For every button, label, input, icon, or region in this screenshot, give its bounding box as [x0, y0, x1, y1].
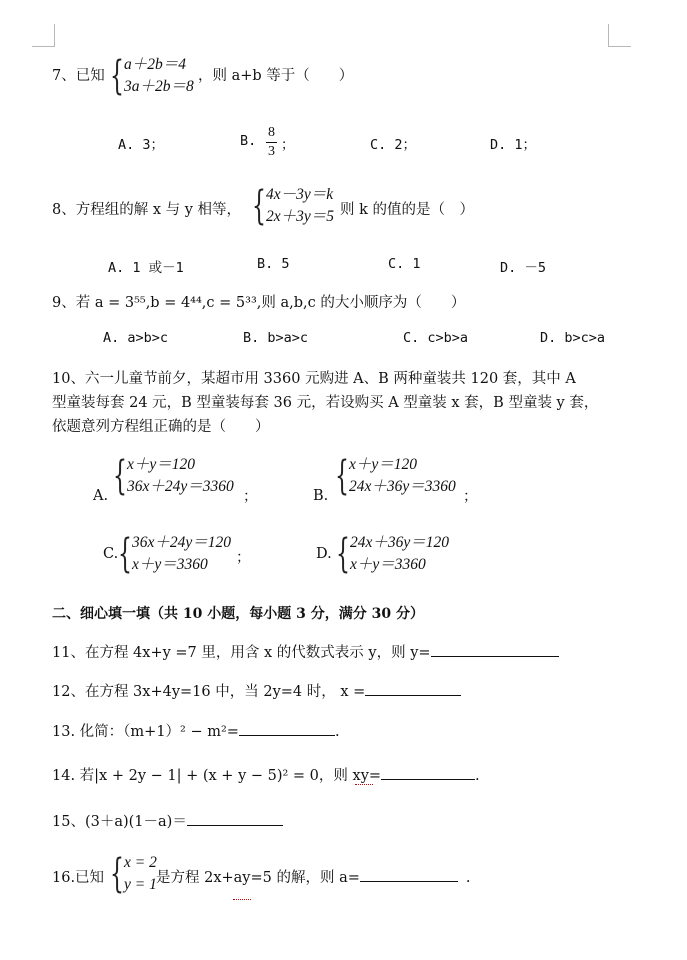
q11-answer-blank[interactable]: [431, 642, 559, 657]
q8-option-b: B. 5: [257, 256, 290, 272]
q16-prefix: 16.已知: [52, 870, 105, 886]
q7-option-d: D. 1；: [490, 137, 537, 153]
q7-eq1: a＋2b＝4: [124, 56, 187, 73]
q9-stem: 9、若 a = 3⁵⁵,b = 4⁴⁴,c = 5³³,则 a,b,c 的大小顺序为（ ）: [52, 295, 466, 311]
brace-icon: {: [118, 531, 132, 577]
q8-prefix: 8、方程组的解 x 与 y 相等，: [52, 202, 242, 218]
q12-text: [52, 680, 461, 701]
brace-icon: {: [113, 453, 127, 499]
q8-option-d: D. －5: [500, 260, 547, 276]
brace-icon: {: [335, 453, 349, 499]
fraction-numerator: 8: [268, 125, 275, 140]
q8-option-c: C. 1: [388, 256, 421, 272]
q16-text: [156, 866, 471, 887]
q11-text: [52, 641, 559, 662]
q8-option-a: A. 1 或－1: [108, 260, 184, 276]
q10-option-b-label: B.: [313, 488, 329, 504]
q9-option-c: C. c>b>a: [403, 330, 469, 346]
q10-option-a-eq2: 36x＋24y＝3360: [127, 478, 234, 495]
q10-option-c-eq2: x＋y＝3360: [132, 556, 208, 573]
section-heading: 二、细心填一填（共 10 小题，每小题 3 分，满分 30 分）: [52, 606, 424, 622]
q10-option-b-eq2: 24x＋36y＝3360: [349, 478, 456, 495]
brace-icon: {: [252, 183, 266, 229]
q10-option-c-label: C.: [103, 546, 119, 562]
q10-option-c-eq1: 36x＋24y＝120: [132, 534, 232, 551]
q7-suffix: ，则 a+b 等于（ ）: [198, 68, 354, 84]
q7-option-b-tail: ；: [281, 137, 295, 153]
q8-eq1: 4x－3y＝k: [266, 186, 334, 203]
q9-option-d: D. b>c>a: [540, 330, 606, 346]
q13-answer-blank[interactable]: [239, 721, 335, 736]
q16-answer-blank[interactable]: [360, 867, 458, 882]
crop-mark-left: [32, 24, 55, 47]
q7-option-b-label: B.: [240, 133, 257, 149]
q9-option-a: A. a>b>c: [103, 330, 169, 346]
q10-line3: 依题意列方程组正确的是（ ）: [52, 419, 270, 435]
q8-eq2: 2x＋3y＝5: [266, 208, 335, 225]
brace-icon: {: [110, 851, 124, 897]
fraction-bar: [266, 142, 277, 143]
q12-answer-blank[interactable]: [365, 681, 461, 696]
q7-prefix: 7、已知: [52, 68, 105, 84]
q7-eq2: 3a＋2b＝8: [124, 78, 194, 95]
q16-tail: .: [465, 870, 471, 886]
q14-stem: 14. 若|x + 2y − 1| + (x + y − 5)² = 0，则 xy=: [52, 768, 382, 784]
q7-system: [110, 54, 194, 98]
q9-option-b: B. b>a>c: [243, 330, 309, 346]
q10-option-b-system: [335, 454, 456, 498]
q7-option-a: A. 3；: [118, 137, 165, 153]
q8-suffix: 则 k 的值的是（ ）: [340, 202, 475, 218]
q12-stem: 12、在方程 3x+4y=16 中，当 2y=4 时， x =: [52, 684, 366, 700]
q11-stem: 11、在方程 4x+y =7 里，用含 x 的代数式表示 y，则 y=: [52, 645, 431, 661]
brace-icon: {: [110, 53, 124, 99]
q10-option-b-eq1: x＋y＝120: [349, 456, 418, 473]
q10-option-d-system: [336, 532, 449, 576]
q10-option-d-eq2: x＋y＝3360: [350, 556, 426, 573]
q8-system: [252, 184, 334, 228]
q15-stem: 15、(3＋a)(1－a)＝: [52, 814, 187, 830]
q10-option-a-system: [113, 454, 234, 498]
spellcheck-underline: [233, 896, 251, 900]
q13-tail: .: [334, 724, 340, 740]
q10-option-b-tail: ；: [463, 489, 478, 505]
q10-option-d-label: D.: [316, 546, 332, 562]
q14-text: [52, 764, 480, 785]
q10-option-c-system: [118, 532, 231, 576]
q10-option-d-eq1: 24x＋36y＝120: [350, 534, 450, 551]
spellcheck-underline: [355, 781, 373, 785]
q10-option-a-label: A.: [93, 488, 109, 504]
q16-eq1: x = 2: [124, 854, 157, 871]
q15-text: [52, 810, 283, 831]
q7-option-c: C. 2；: [370, 137, 417, 153]
q10-option-a-eq1: x＋y＝120: [127, 456, 196, 473]
q10-line2: 型童装每套 24 元，B 型童装每套 36 元，若设购买 A 型童装 x 套，B 型童装 y 套，: [52, 395, 599, 411]
q14-answer-blank[interactable]: [381, 765, 475, 780]
brace-icon: {: [336, 531, 350, 577]
q13-text: [52, 720, 340, 741]
q16-suffix: 是方程 2x+ay=5 的解，则 a=: [156, 870, 360, 886]
q15-answer-blank[interactable]: [187, 811, 283, 826]
fraction-denominator: 3: [268, 144, 275, 159]
crop-mark-right: [608, 24, 631, 47]
q10-line1: 10、六一儿童节前夕，某超市用 3360 元购进 A、B 两种童装共 120 套，其中 A: [52, 371, 576, 387]
q10-option-c-tail: ；: [236, 550, 251, 566]
q16-eq2: y = 1: [124, 876, 157, 893]
q10-option-a-tail: ；: [243, 489, 258, 505]
q16-system: [110, 852, 157, 896]
q7-option-b-fraction: [266, 125, 277, 160]
q13-stem: 13. 化简：（m+1）² − m²=: [52, 724, 239, 740]
q14-tail: .: [475, 768, 480, 784]
